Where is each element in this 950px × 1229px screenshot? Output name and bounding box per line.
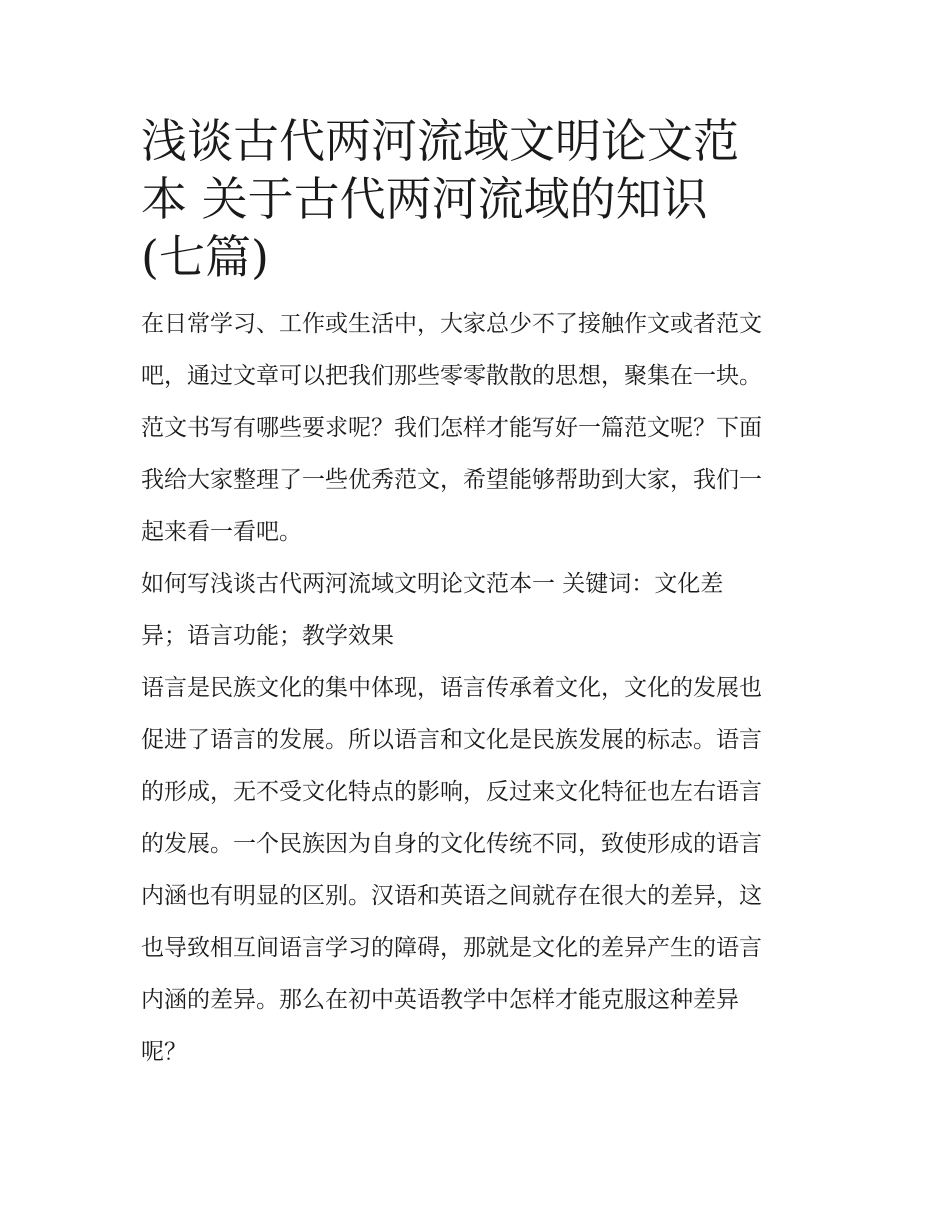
text-line: 的形成，无不受文化特点的影响，反过来文化特征也左右语言 xyxy=(141,779,762,805)
text-line: 的发展。一个民族因为自身的文化传统不同，致使形成的语言 xyxy=(141,831,762,857)
title-line: 浅谈古代两河流域文明论文范 xyxy=(141,114,739,168)
document-page xyxy=(141,112,813,1078)
body-paragraph xyxy=(141,662,813,1078)
text-line: 内涵也有明显的区别。汉语和英语之间就存在很大的差异，这 xyxy=(141,883,762,909)
text-line: 促进了语言的发展。所以语言和文化是民族发展的标志。语言 xyxy=(141,727,762,753)
text-line: 如何写浅谈古代两河流域文明论文范本一 关键词：文化差 xyxy=(141,571,724,597)
title-line: (七篇) xyxy=(141,230,269,284)
text-line: 异；语言功能；教学效果 xyxy=(141,623,394,649)
intro-paragraph xyxy=(141,298,813,558)
text-line: 语言是民族文化的集中体现，语言传承着文化，文化的发展也 xyxy=(141,675,762,701)
text-line: 呢？ xyxy=(141,1039,187,1065)
text-line: 起来看一看吧。 xyxy=(141,519,302,545)
text-line: 内涵的差异。那么在初中英语教学中怎样才能克服这种差异 xyxy=(141,987,739,1013)
text-line: 在日常学习、工作或生活中，大家总少不了接触作文或者范文 xyxy=(141,311,762,337)
text-line: 我给大家整理了一些优秀范文，希望能够帮助到大家，我们一 xyxy=(141,467,762,493)
text-line: 吧，通过文章可以把我们那些零零散散的思想，聚集在一块。 xyxy=(141,363,762,389)
section-heading xyxy=(141,558,813,662)
document-title xyxy=(141,112,813,286)
title-line: 本 关于古代两河流域的知识 xyxy=(141,172,708,226)
text-line: 也导致相互间语言学习的障碍，那就是文化的差异产生的语言 xyxy=(141,935,762,961)
text-line: 范文书写有哪些要求呢？我们怎样才能写好一篇范文呢？下面 xyxy=(141,415,762,441)
